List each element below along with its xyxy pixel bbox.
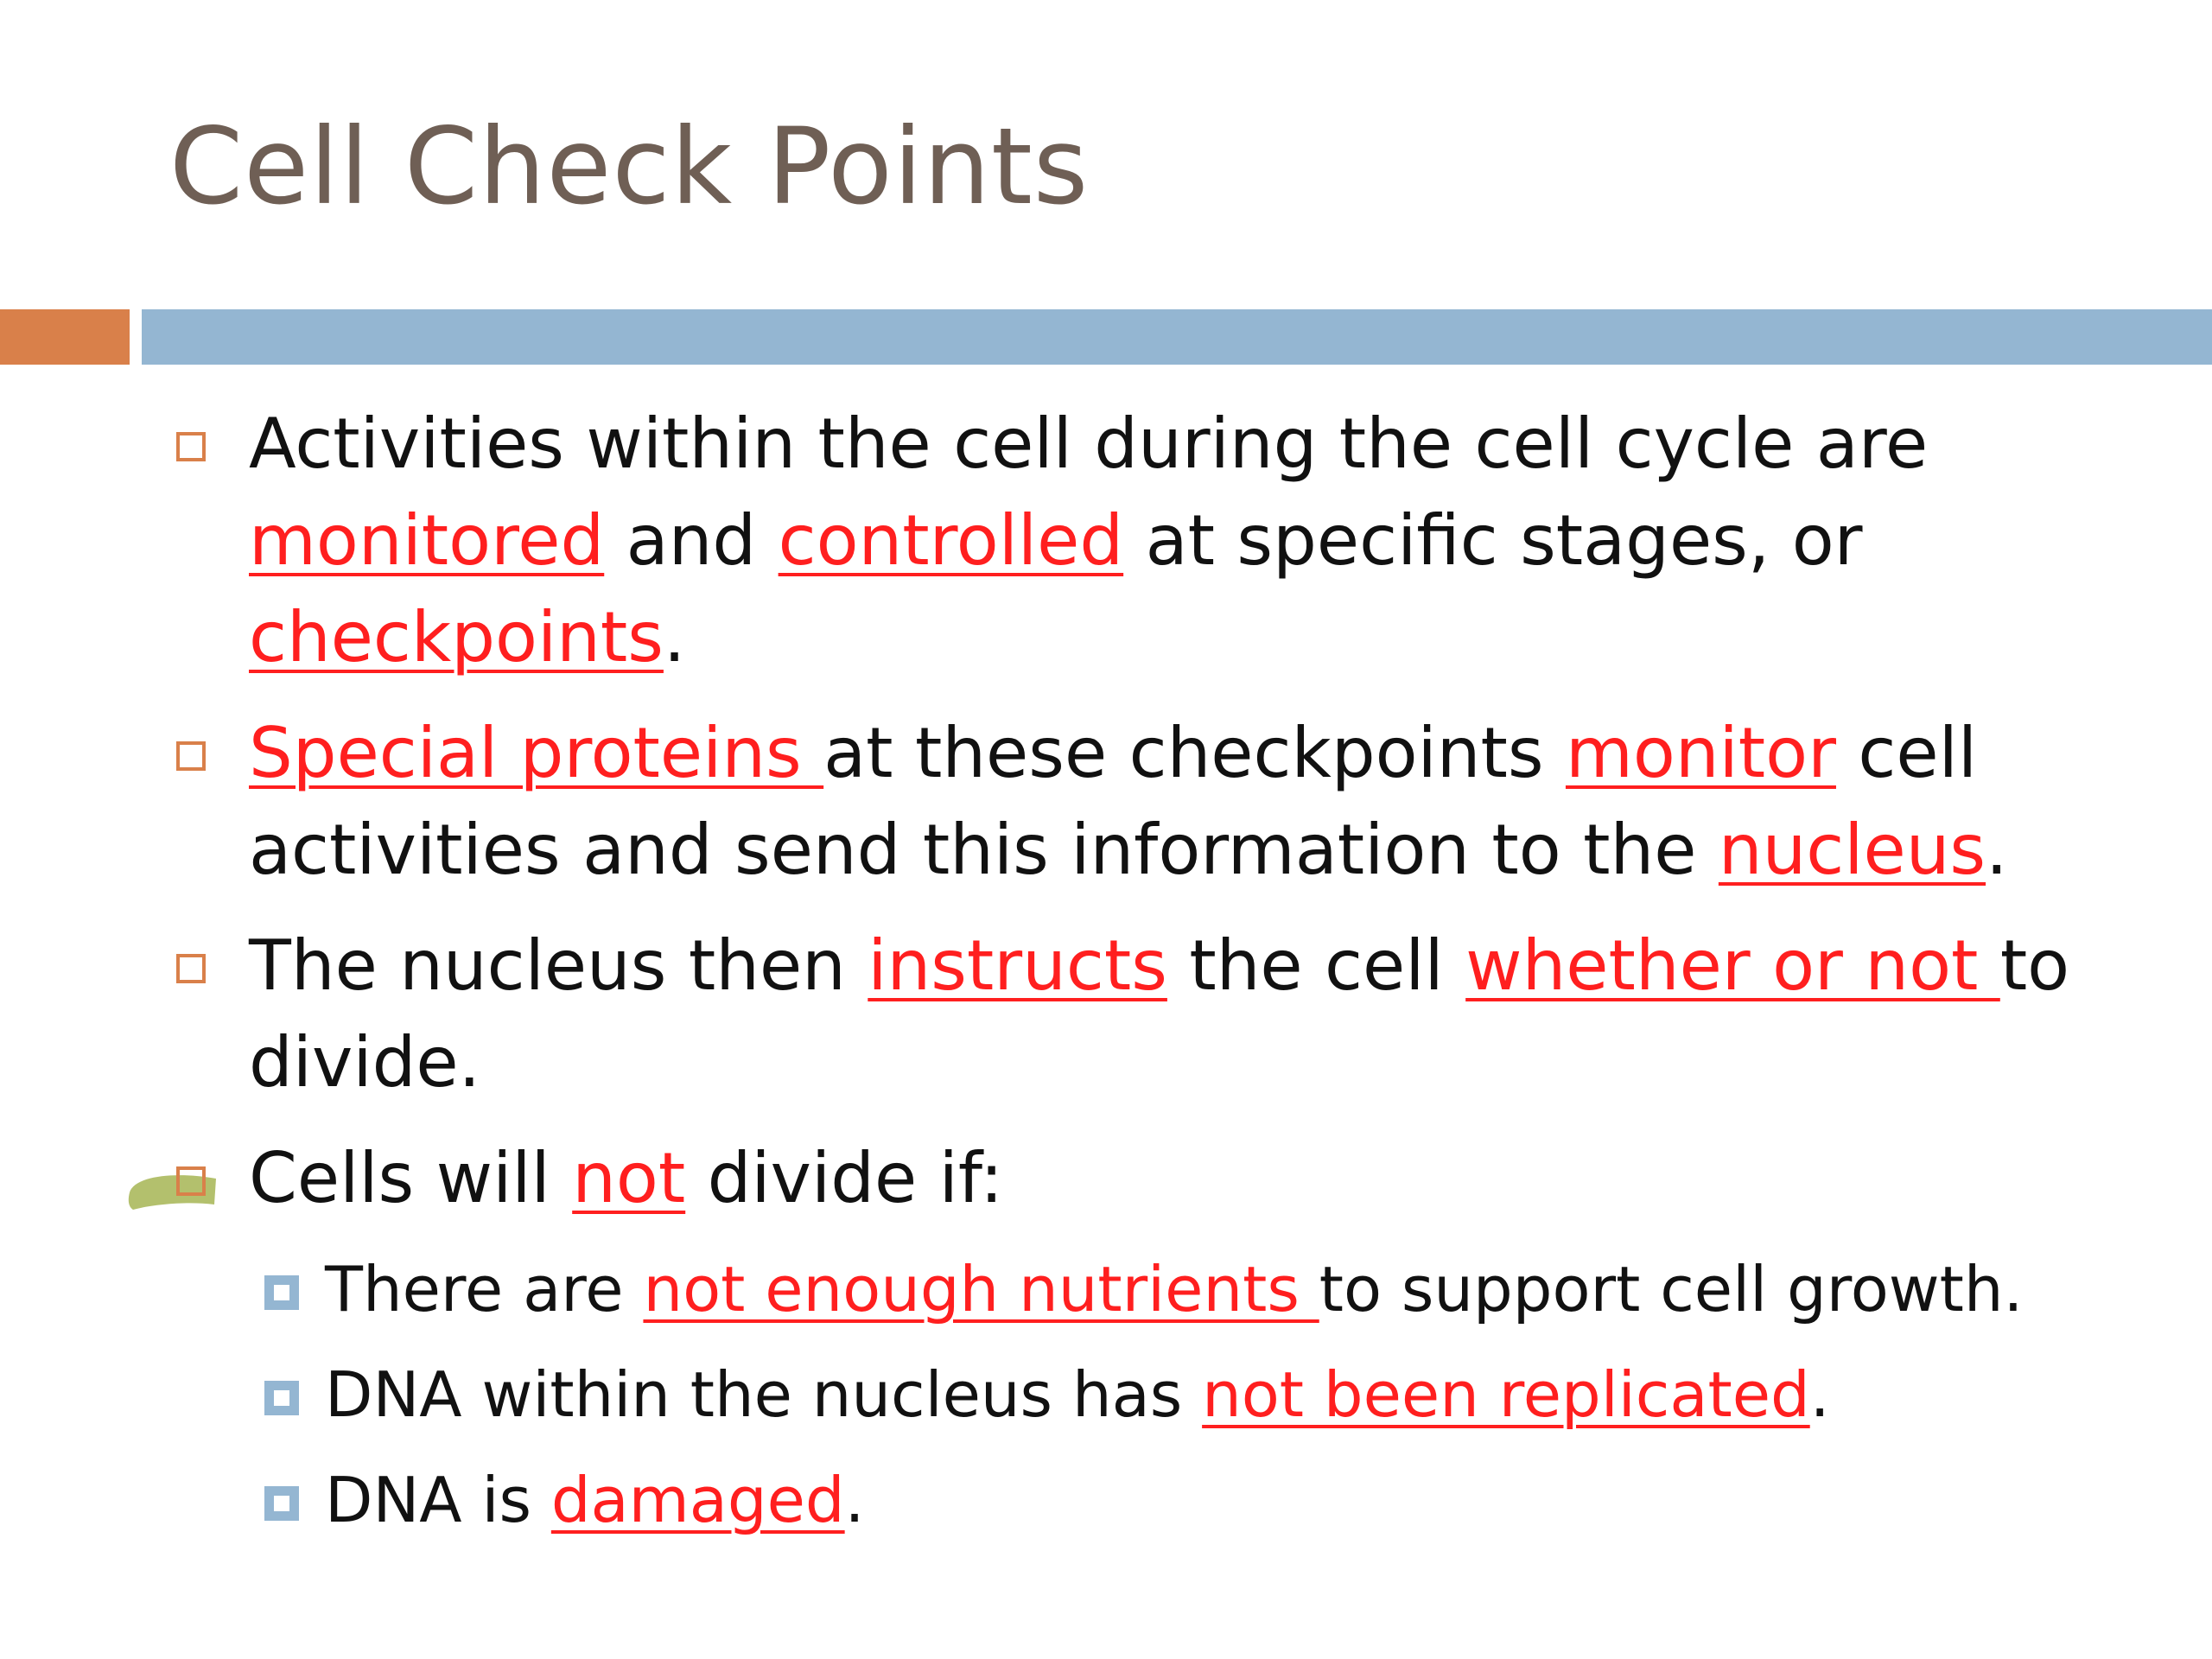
sub-bullet-square-icon — [264, 1275, 299, 1310]
highlighted-term: checkpoints — [249, 597, 664, 677]
highlighted-term: monitored — [249, 500, 605, 581]
accent-bar-blue — [142, 309, 2212, 365]
bullet-item — [169, 705, 2157, 899]
highlighted-term: damaged — [550, 1464, 845, 1536]
bullet-text: at these checkpoints — [823, 713, 1566, 793]
bullet-text: at specific stages, or — [1123, 500, 1863, 581]
bullet-square-icon — [176, 741, 206, 771]
bullet-square-icon — [176, 954, 206, 983]
bullet-text: cell activities and send this information to the — [249, 713, 1978, 890]
bullet-square-icon — [176, 1166, 206, 1196]
highlighted-term: instructs — [868, 925, 1167, 1006]
bullet-item — [169, 1130, 2157, 1227]
highlighted-term: Special proteins — [249, 713, 824, 793]
bullet-text: The nucleus then — [249, 925, 868, 1006]
bullet-text: . — [1986, 810, 2008, 890]
highlighted-term: nucleus — [1718, 810, 1986, 890]
sub-bullet-item — [169, 1246, 2157, 1332]
highlighted-term: controlled — [778, 500, 1124, 581]
bullet-item — [169, 396, 2157, 686]
highlighted-term: whether or not — [1465, 925, 2000, 1006]
bullet-text: There are — [325, 1253, 644, 1325]
bullet-text: Activities within the cell during the cell cycle are — [249, 404, 1929, 484]
bullet-text: to divide. — [249, 925, 2070, 1103]
highlighted-term: not enough nutrients — [643, 1253, 1319, 1325]
accent-bar-orange — [0, 309, 130, 365]
bullet-text: DNA is — [325, 1464, 551, 1536]
sub-bullet-square-icon — [264, 1486, 299, 1521]
bullet-text: and — [604, 500, 779, 581]
bullet-text: to support cell growth. — [1319, 1253, 2024, 1325]
bullet-text: the cell — [1166, 925, 1466, 1006]
bullet-text: Cells will — [249, 1138, 573, 1218]
sub-bullet-square-icon — [264, 1381, 299, 1415]
sub-bullet-item — [169, 1351, 2157, 1438]
bullet-text: . — [844, 1464, 865, 1536]
bullet-item — [169, 918, 2157, 1111]
bullet-text: . — [663, 597, 686, 677]
slide-title: Cell Check Points — [169, 105, 1090, 228]
highlighted-term: monitor — [1565, 713, 1836, 793]
bullet-text: DNA within the nucleus has — [325, 1358, 1203, 1431]
bullet-list — [169, 396, 2157, 1562]
bullet-square-icon — [176, 432, 206, 461]
sub-bullet-item — [169, 1457, 2157, 1543]
highlighted-term: not — [572, 1138, 686, 1218]
highlighted-term: not been replicated — [1202, 1358, 1810, 1431]
bullet-text: divide if: — [685, 1138, 1004, 1218]
bullet-text: . — [1809, 1358, 1830, 1431]
